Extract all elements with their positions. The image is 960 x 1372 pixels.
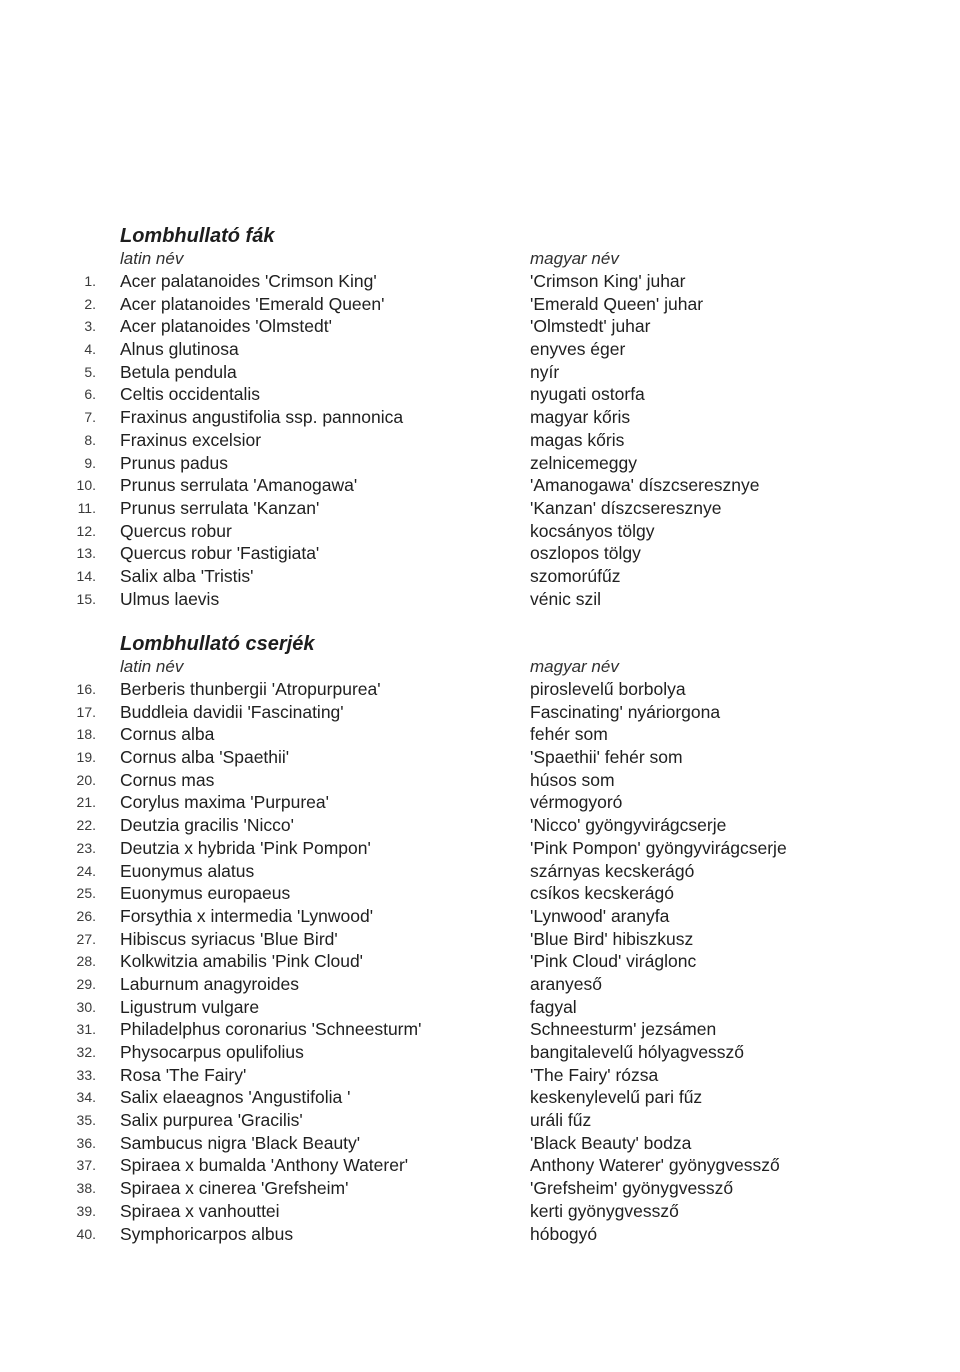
item-number: 8. xyxy=(84,431,96,448)
latin-name: Acer platanoides 'Olmstedt' xyxy=(120,316,332,337)
item-number: 10. xyxy=(76,477,96,494)
list-item xyxy=(0,1041,960,1064)
item-number: 15. xyxy=(76,590,96,607)
item-number: 28. xyxy=(76,953,96,970)
item-number: 4. xyxy=(84,341,96,358)
item-number: 38. xyxy=(76,1180,96,1197)
item-number: 11. xyxy=(77,499,96,516)
latin-name: Prunus serrulata 'Amanogawa' xyxy=(120,475,358,496)
hungarian-name: szárnyas kecskerágó xyxy=(530,860,695,881)
hungarian-name: 'Nicco' gyöngyvirágcserje xyxy=(530,815,727,836)
latin-name-header: latin név xyxy=(120,249,184,268)
list-item xyxy=(0,1132,960,1155)
hungarian-name: vérmogyoró xyxy=(530,792,623,813)
hungarian-name: fehér som xyxy=(530,724,608,745)
item-number: 2. xyxy=(84,295,96,312)
plant-list xyxy=(0,270,960,610)
latin-name: Sambucus nigra 'Black Beauty' xyxy=(120,1132,361,1153)
item-number: 22. xyxy=(76,817,96,834)
list-item xyxy=(0,293,960,316)
latin-name: Fraxinus angustifolia ssp. pannonica xyxy=(120,407,404,428)
latin-name: Spiraea x vanhouttei xyxy=(120,1200,280,1221)
hungarian-name: nyír xyxy=(530,361,560,382)
hungarian-name: aranyeső xyxy=(530,973,602,994)
list-item xyxy=(0,950,960,973)
hungarian-name: nyugati ostorfa xyxy=(530,384,645,405)
hungarian-name: Schneesturm' jezsámen xyxy=(530,1019,717,1040)
item-number: 34. xyxy=(76,1089,96,1106)
hungarian-name: 'Lynwood' aranyfa xyxy=(530,905,670,926)
section-title: Lombhullató cserjék xyxy=(120,633,315,655)
list-item xyxy=(0,860,960,883)
list-item xyxy=(0,497,960,520)
latin-name: Buddleia davidii 'Fascinating' xyxy=(120,701,344,722)
hungarian-name: kocsányos tölgy xyxy=(530,520,655,541)
latin-name: Euonymus europaeus xyxy=(120,883,291,904)
hungarian-name: 'Grefsheim' gyönygvessző xyxy=(530,1178,734,1199)
hungarian-name: magas kőris xyxy=(530,429,625,450)
hungarian-name: 'Crimson King' juhar xyxy=(530,271,686,291)
hungarian-name: 'Pink Cloud' viráglonc xyxy=(530,951,697,972)
item-number: 18. xyxy=(76,726,96,743)
hungarian-name: 'Pink Pompon' gyöngyvirágcserje xyxy=(530,837,787,858)
list-item xyxy=(0,315,960,338)
latin-name: Deutzia gracilis 'Nicco' xyxy=(120,815,294,836)
item-number: 37. xyxy=(76,1157,96,1174)
hungarian-name: 'Black Beauty' bodza xyxy=(530,1132,692,1153)
item-number: 1. xyxy=(84,273,96,289)
latin-name: Cornus mas xyxy=(120,769,215,790)
plant-list xyxy=(0,678,960,1245)
hungarian-name: oszlopos tölgy xyxy=(530,543,641,564)
item-number: 7. xyxy=(84,409,96,426)
latin-name: Spiraea x bumalda 'Anthony Waterer' xyxy=(120,1155,409,1176)
list-item xyxy=(0,1064,960,1087)
hungarian-name-header: magyar név xyxy=(530,657,619,676)
latin-name: Prunus serrulata 'Kanzan' xyxy=(120,497,320,518)
latin-name: Forsythia x intermedia 'Lynwood' xyxy=(120,905,374,926)
list-item xyxy=(0,406,960,429)
list-item xyxy=(0,565,960,588)
latin-name: Acer palatanoides 'Crimson King' xyxy=(120,271,377,291)
latin-name: Quercus robur 'Fastigiata' xyxy=(120,543,320,564)
latin-name: Quercus robur xyxy=(120,520,232,541)
list-item xyxy=(0,1177,960,1200)
list-item xyxy=(0,1109,960,1132)
latin-name: Acer platanoides 'Emerald Queen' xyxy=(120,293,385,314)
latin-name: Salix purpurea 'Gracilis' xyxy=(120,1110,303,1131)
latin-name: Spiraea x cinerea 'Grefsheim' xyxy=(120,1178,349,1199)
list-item xyxy=(0,429,960,452)
item-number: 35. xyxy=(76,1112,96,1129)
list-item xyxy=(0,882,960,905)
list-item xyxy=(0,928,960,951)
item-number: 20. xyxy=(76,771,96,788)
latin-name: Cornus alba xyxy=(120,724,215,745)
latin-name: Rosa 'The Fairy' xyxy=(120,1064,247,1085)
item-number: 5. xyxy=(84,363,96,380)
list-item xyxy=(0,361,960,384)
latin-name: Betula pendula xyxy=(120,361,237,382)
latin-name: Ligustrum vulgare xyxy=(120,996,260,1017)
item-number: 32. xyxy=(76,1044,96,1060)
list-item xyxy=(0,837,960,860)
hungarian-name: magyar kőris xyxy=(530,407,631,428)
list-item xyxy=(0,678,960,701)
latin-name: Corylus maxima 'Purpurea' xyxy=(120,792,329,813)
item-number: 27. xyxy=(76,930,96,947)
hungarian-name: 'Blue Bird' hibiszkusz xyxy=(530,928,694,949)
latin-name-header: latin név xyxy=(120,657,184,676)
item-number: 23. xyxy=(76,839,96,856)
hungarian-name: Anthony Waterer' gyönygvessző xyxy=(530,1155,780,1176)
latin-name: Alnus glutinosa xyxy=(120,339,239,360)
latin-name: Laburnum anagyroides xyxy=(120,973,300,994)
item-number: 14. xyxy=(76,567,96,584)
list-item xyxy=(0,452,960,475)
list-item xyxy=(0,973,960,996)
hungarian-name: hóbogyó xyxy=(530,1223,598,1244)
list-item xyxy=(0,791,960,814)
list-item xyxy=(0,1086,960,1109)
item-number: 40. xyxy=(76,1225,96,1242)
hungarian-name: 'Kanzan' díszcseresznye xyxy=(530,497,722,518)
item-number: 17. xyxy=(76,703,96,720)
list-item xyxy=(0,588,960,611)
list-item xyxy=(0,723,960,746)
hungarian-name: kerti gyönygvessző xyxy=(530,1200,679,1221)
hungarian-name: fagyal xyxy=(530,996,577,1017)
item-number: 39. xyxy=(76,1202,96,1219)
latin-name: Berberis thunbergii 'Atropurpurea' xyxy=(120,679,381,699)
latin-name: Symphoricarpos albus xyxy=(120,1223,294,1244)
hungarian-name: enyves éger xyxy=(530,339,626,360)
list-item xyxy=(0,905,960,928)
latin-name: Ulmus laevis xyxy=(120,588,220,609)
hungarian-name: vénic szil xyxy=(530,588,601,609)
latin-name: Prunus padus xyxy=(120,452,228,473)
list-item xyxy=(0,542,960,565)
latin-name: Deutzia x hybrida 'Pink Pompon' xyxy=(120,837,371,858)
hungarian-name: uráli fűz xyxy=(530,1110,592,1131)
hungarian-name: szomorúfűz xyxy=(530,565,621,586)
hungarian-name-header: magyar név xyxy=(530,249,619,268)
latin-name: Physocarpus opulifolius xyxy=(120,1042,304,1062)
latin-name: Salix elaeagnos 'Angustifolia ' xyxy=(120,1087,351,1108)
latin-name: Philadelphus coronarius 'Schneesturm' xyxy=(120,1019,422,1040)
latin-name: Euonymus alatus xyxy=(120,860,255,881)
item-number: 16. xyxy=(76,681,96,697)
list-item xyxy=(0,1154,960,1177)
list-item xyxy=(0,383,960,406)
hungarian-name: 'Amanogawa' díszcseresznye xyxy=(530,475,760,496)
latin-name: Cornus alba 'Spaethii' xyxy=(120,747,290,768)
item-number: 21. xyxy=(76,794,96,811)
list-item xyxy=(0,1200,960,1223)
list-item xyxy=(0,338,960,361)
latin-name: Kolkwitzia amabilis 'Pink Cloud' xyxy=(120,951,364,972)
list-item xyxy=(0,1018,960,1041)
hungarian-name: Fascinating' nyáriorgona xyxy=(530,701,721,722)
hungarian-name: zelnicemeggy xyxy=(530,452,637,473)
list-item xyxy=(0,474,960,497)
hungarian-name: 'Spaethii' fehér som xyxy=(530,747,683,768)
item-number: 25. xyxy=(76,885,96,902)
list-item xyxy=(0,270,960,293)
latin-name: Fraxinus excelsior xyxy=(120,429,262,450)
item-number: 33. xyxy=(76,1066,96,1083)
item-number: 12. xyxy=(76,522,96,539)
latin-name: Salix alba 'Tristis' xyxy=(120,565,254,586)
latin-name: Celtis occidentalis xyxy=(120,384,261,405)
list-item xyxy=(0,1223,960,1246)
section-title: Lombhullató fák xyxy=(120,225,275,247)
hungarian-name: keskenylevelű pari fűz xyxy=(530,1087,703,1108)
item-number: 26. xyxy=(76,907,96,924)
item-number: 30. xyxy=(76,998,96,1015)
latin-name: Hibiscus syriacus 'Blue Bird' xyxy=(120,928,338,949)
hungarian-name: húsos som xyxy=(530,769,615,790)
item-number: 3. xyxy=(84,318,96,335)
item-number: 19. xyxy=(76,749,96,766)
hungarian-name: 'The Fairy' rózsa xyxy=(530,1064,659,1085)
list-item xyxy=(0,814,960,837)
item-number: 36. xyxy=(76,1134,96,1151)
item-number: 24. xyxy=(76,862,96,879)
hungarian-name: piroslevelű borbolya xyxy=(530,679,686,699)
hungarian-name: 'Olmstedt' juhar xyxy=(530,316,651,337)
list-item xyxy=(0,746,960,769)
item-number: 9. xyxy=(84,454,96,471)
item-number: 31. xyxy=(76,1021,96,1038)
list-item xyxy=(0,769,960,792)
item-number: 13. xyxy=(76,545,96,562)
item-number: 6. xyxy=(84,386,96,403)
hungarian-name: bangitalevelű hólyagvessző xyxy=(530,1042,745,1062)
list-item xyxy=(0,996,960,1019)
list-item xyxy=(0,520,960,543)
item-number: 29. xyxy=(76,975,96,992)
hungarian-name: csíkos kecskerágó xyxy=(530,883,674,904)
list-item xyxy=(0,701,960,724)
hungarian-name: 'Emerald Queen' juhar xyxy=(530,293,704,314)
